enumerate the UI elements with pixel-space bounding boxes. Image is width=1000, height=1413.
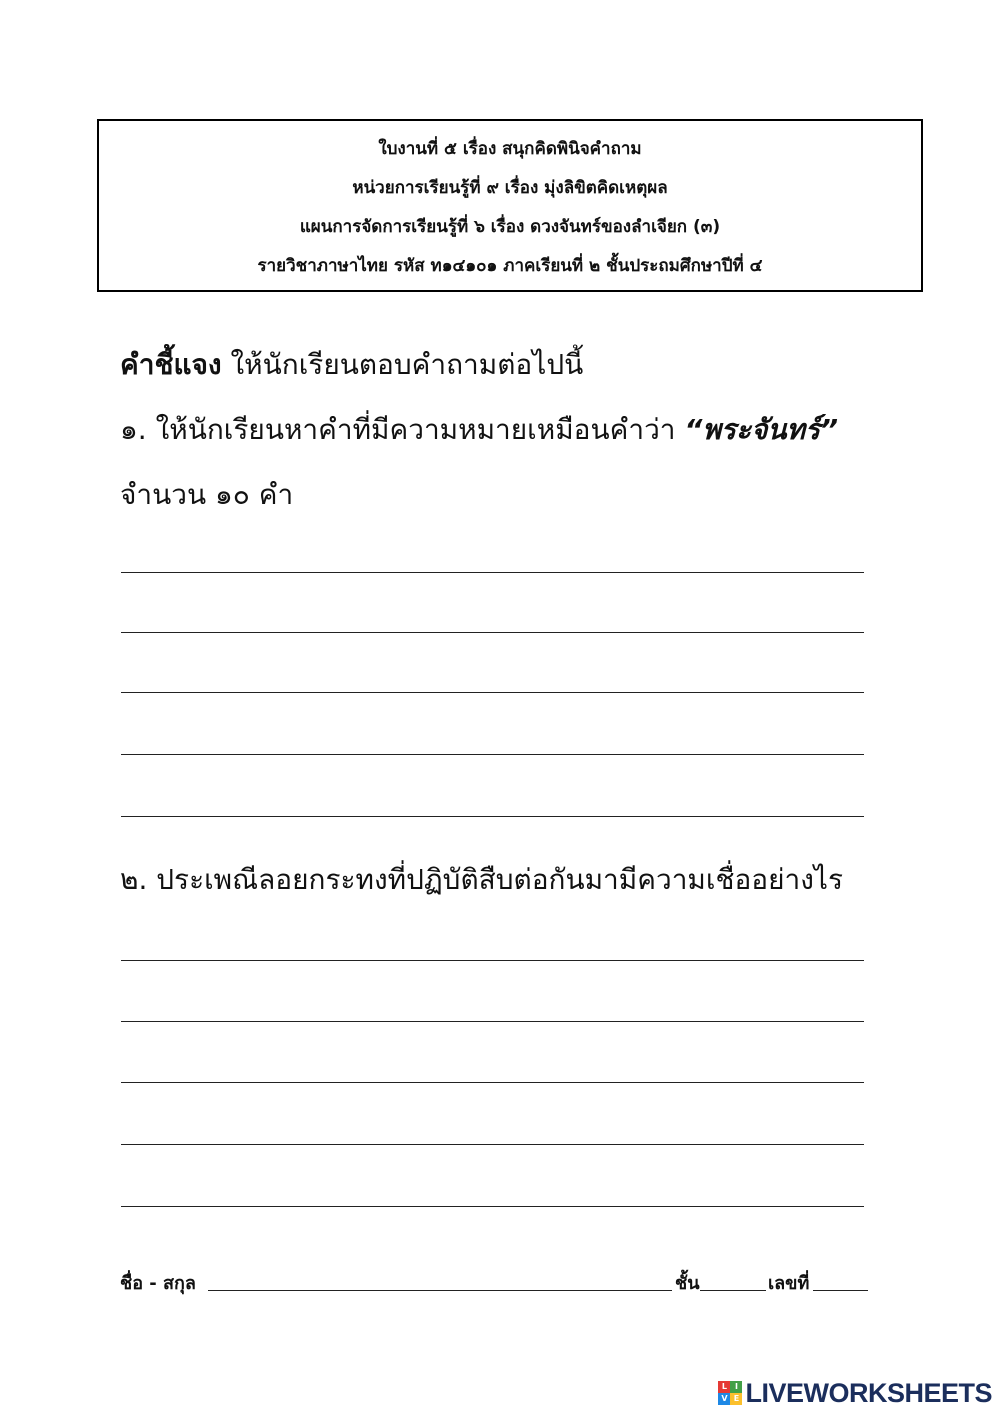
liveworksheets-logo (718, 1378, 992, 1408)
answer-line-q1-2[interactable] (121, 632, 864, 633)
answer-line-q2-1[interactable] (121, 960, 864, 961)
question-1-keyword: “พระจันทร์” (684, 413, 839, 446)
instruction-text: ให้นักเรียนตอบคำถามต่อไปนี้ (221, 348, 584, 381)
course-info: รายวิชาภาษาไทย รหัส ท๑๔๑๐๑ ภาคเรียนที่ ๒ ชั้นประถมศึกษาปีที่ ๔ (257, 256, 763, 276)
answer-line-q1-3[interactable] (121, 692, 864, 693)
lesson-plan: แผนการจัดการเรียนรู้ที่ ๖ เรื่อง ดวงจันทร์ของลำเจียก (๓) (299, 217, 721, 237)
answer-line-q2-4[interactable] (121, 1144, 864, 1145)
question-2: ๒. ประเพณีลอยกระทงที่ปฏิบัติสืบต่อกันมามีความเชื่ออย่างไร (120, 863, 843, 896)
learning-unit: หน่วยการเรียนรู้ที่ ๙ เรื่อง มุ่งลิขิตคิดเหตุผล (352, 178, 668, 198)
name-label: ชื่อ - สกุล (120, 1273, 196, 1294)
answer-line-q2-5[interactable] (121, 1206, 864, 1207)
class-field[interactable] (700, 1290, 766, 1291)
number-label: เลขที่ (768, 1273, 810, 1294)
question-1-line-2: จำนวน ๑๐ คำ (120, 478, 294, 511)
worksheet-header-box (97, 119, 923, 292)
instruction (120, 343, 583, 387)
answer-line-q1-1[interactable] (121, 572, 864, 573)
class-label: ชั้น (675, 1273, 700, 1294)
liveworksheets-icon: L I V E (718, 1381, 742, 1405)
question-1 (120, 408, 838, 452)
question-1-text: ๑. ให้นักเรียนหาคำที่มีความหมายเหมือนคำว่า (120, 413, 685, 446)
answer-line-q1-5[interactable] (121, 816, 864, 817)
answer-line-q2-3[interactable] (121, 1082, 864, 1083)
instruction-label: คำชี้แจง (120, 348, 222, 381)
worksheet-title: ใบงานที่ ๕ เรื่อง สนุกคิดพินิจคำถาม (378, 139, 642, 159)
name-field[interactable] (208, 1290, 672, 1291)
number-field[interactable] (813, 1290, 868, 1291)
answer-line-q2-2[interactable] (121, 1021, 864, 1022)
answer-line-q1-4[interactable] (121, 754, 864, 755)
liveworksheets-wordmark: LIVEWORKSHEETS (745, 1377, 992, 1408)
